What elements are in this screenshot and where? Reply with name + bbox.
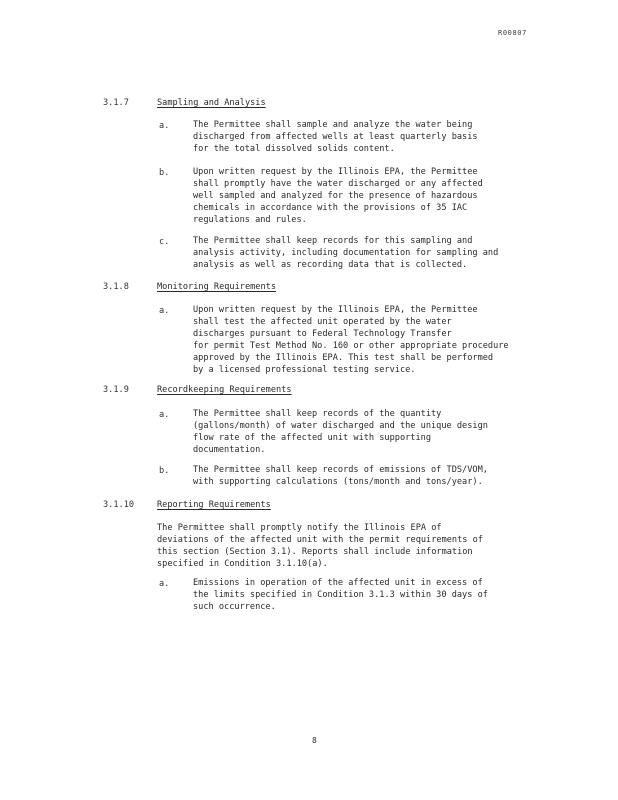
item-letter: a. [159,410,170,420]
section-intro: The Permittee shall promptly notify the Illinois EPA of deviations of the affected unit with the permit requirements of this section (Section 3.1). Reports shall include information specified in Condition 3.1.10(a). [157,523,483,569]
item-letter: b. [159,466,170,476]
section-title: Reporting Requirements [157,500,271,510]
section-title: Recordkeeping Requirements [157,385,292,395]
section-number: 3.1.10 [103,500,135,510]
item-letter: c. [159,237,170,247]
section-title: Sampling and Analysis [157,98,266,108]
section-number: 3.1.9 [103,385,129,395]
item-text: The Permittee shall keep records of emissions of TDS/VOM, with supporting calculations (tons/month and tons/year). [193,465,488,487]
section-number: 3.1.8 [103,282,129,292]
item-text: Upon written request by the Illinois EPA, the Permittee shall test the affected unit operated by the water discharges pursuant to Federal Technology Transfer for permit Test Method No. 160 or other appropriate procedure approved by the Illinois EPA. This test shall be performed by a licensed professional testing service. [193,305,509,375]
page-number: 8 [312,736,317,745]
item-text: The Permittee shall sample and analyze the water being discharged from affected wells at least quarterly basis for the total dissolved solids content. [193,120,478,154]
document-id: R00807 [498,29,527,37]
item-letter: a. [159,121,170,131]
item-letter: a. [159,579,170,589]
item-letter: b. [159,168,170,178]
item-letter: a. [159,306,170,316]
section-number: 3.1.7 [103,98,129,108]
section-title: Monitoring Requirements [157,282,276,292]
item-text: Upon written request by the Illinois EPA, the Permittee shall promptly have the water discharged or any affected well sampled and analyzed for the presence of hazardous chemicals in accordance with the provisions of 35 IAC regulations and rules. [193,167,483,225]
item-text: Emissions in operation of the affected unit in excess of the limits specified in Condition 3.1.3 within 30 days of such occurrence. [193,578,488,612]
item-text: The Permittee shall keep records of the quantity (gallons/month) of water discharged and the unique design flow rate of the affected unit with supporting documentation. [193,409,488,455]
item-text: The Permittee shall keep records for this sampling and analysis activity, including documentation for sampling and analysis as well as recording data that is collected. [193,236,499,270]
